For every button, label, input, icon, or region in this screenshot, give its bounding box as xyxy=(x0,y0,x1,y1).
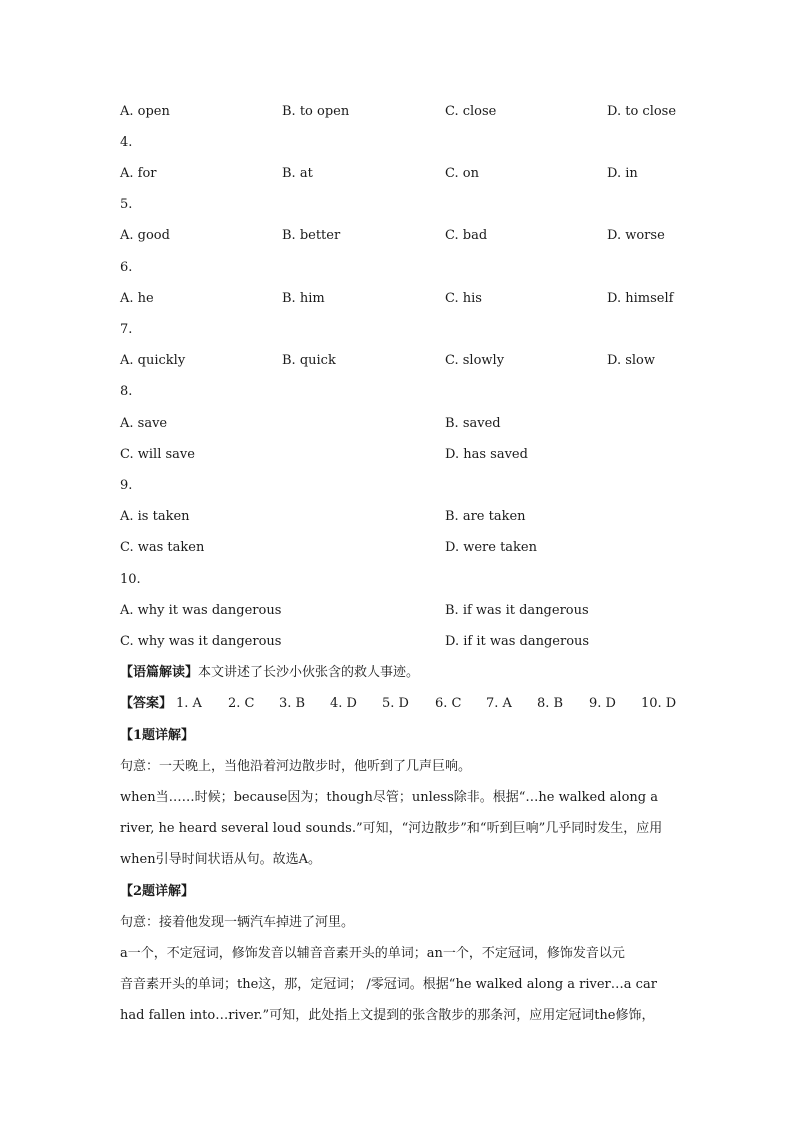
option-b: B. to open xyxy=(282,104,350,119)
option-a: A. open xyxy=(120,104,170,119)
option-d: D. were taken xyxy=(445,540,538,555)
option-a: A. is taken xyxy=(120,509,190,524)
option-a: A. quickly xyxy=(120,353,186,368)
option-b: B. better xyxy=(282,228,341,243)
option-b: B. are taken xyxy=(445,509,526,524)
answer-label: 【答案】 xyxy=(120,696,173,711)
option-d: D. worse xyxy=(607,228,665,243)
option-c: C. bad xyxy=(445,228,488,243)
question-7-number: 7. xyxy=(120,322,133,337)
answer-item: 4. D xyxy=(330,696,357,711)
option-d: D. slow xyxy=(607,353,656,368)
question-4-number: 4. xyxy=(120,135,133,150)
option-d: D. in xyxy=(607,166,638,181)
detail-2-line: a一个，不定冠词，修饰发音以辅音音素开头的单词；an一个，不定冠词，修饰发音以元 xyxy=(120,946,625,961)
answer-item: 10. D xyxy=(641,696,677,711)
detail-2-title: 【2题详解】 xyxy=(120,884,195,899)
option-c: C. on xyxy=(445,166,479,181)
answer-item: 2. C xyxy=(228,696,255,711)
option-b: B. if was it dangerous xyxy=(445,603,589,618)
option-a: A. save xyxy=(120,416,168,431)
option-a: A. he xyxy=(120,291,154,306)
reading-label: 【语篇解读】 xyxy=(120,665,199,680)
question-8-number: 8. xyxy=(120,384,133,399)
option-c: C. will save xyxy=(120,447,195,462)
detail-1-line: 句意：一天晚上，当他沿着河边散步时，他听到了几声巨响。 xyxy=(120,759,472,774)
detail-1-line: river, he heard several loud sounds.”可知，“河边散步”和“听到巨响”几乎同时发生，应用 xyxy=(120,821,663,836)
answer-item: 1. A xyxy=(176,696,202,711)
option-b: B. at xyxy=(282,166,313,181)
detail-2-line: had fallen into…river.”可知，此处指上文提到的张含散步的那条河，应用定冠词the修饰， xyxy=(120,1008,655,1023)
option-d: D. has saved xyxy=(445,447,528,462)
option-d: D. if it was dangerous xyxy=(445,634,590,649)
option-a: A. why it was dangerous xyxy=(120,603,282,618)
option-b: B. saved xyxy=(445,416,501,431)
option-c: C. was taken xyxy=(120,540,205,555)
option-b: B. quick xyxy=(282,353,336,368)
detail-1-line: when当……时候；because因为；though尽管；unless除非。根据“…he walked along a xyxy=(120,790,658,805)
question-10-number: 10. xyxy=(120,572,141,587)
answer-item: 5. D xyxy=(382,696,409,711)
question-9-number: 9. xyxy=(120,478,133,493)
option-c: C. his xyxy=(445,291,482,306)
detail-1-title: 【1题详解】 xyxy=(120,728,195,743)
option-b: B. him xyxy=(282,291,325,306)
option-a: A. for xyxy=(120,166,157,181)
answer-item: 7. A xyxy=(486,696,512,711)
reading-text: 本文讲述了长沙小伙张含的救人事迹。 xyxy=(198,665,420,680)
question-5-number: 5. xyxy=(120,197,133,212)
detail-2-line: 句意：接着他发现一辆汽车掉进了河里。 xyxy=(120,915,355,930)
option-c: C. why was it dangerous xyxy=(120,634,282,649)
option-d: D. himself xyxy=(607,291,674,306)
answer-item: 3. B xyxy=(279,696,306,711)
question-6-number: 6. xyxy=(120,260,133,275)
option-c: C. close xyxy=(445,104,497,119)
reading-summary xyxy=(120,663,419,683)
answer-item: 9. D xyxy=(589,696,616,711)
detail-2-line: 音音素开头的单词；the这，那，定冠词； /零冠词。根据“he walked along a river…a car xyxy=(120,977,657,992)
answer-item: 6. C xyxy=(435,696,462,711)
detail-1-line: when引导时间状语从句。故选A。 xyxy=(120,852,321,867)
answer-item: 8. B xyxy=(537,696,564,711)
option-d: D. to close xyxy=(607,104,677,119)
option-a: A. good xyxy=(120,228,170,243)
option-c: C. slowly xyxy=(445,353,505,368)
